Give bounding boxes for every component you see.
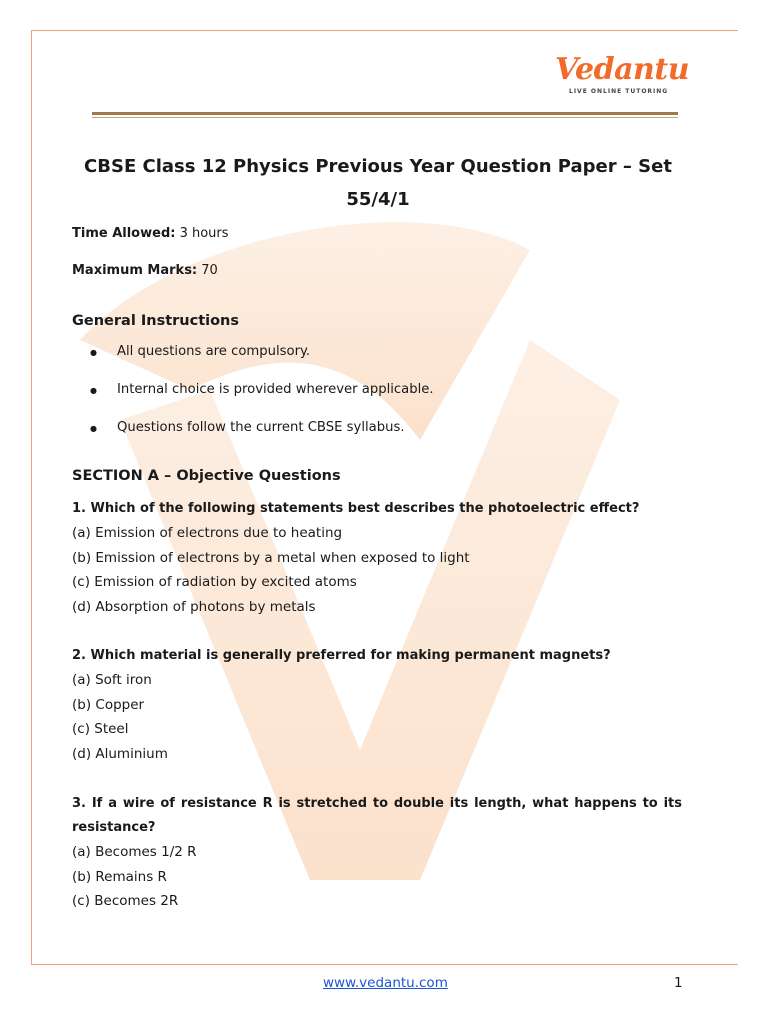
time-value: 3 hours	[175, 226, 229, 241]
option-c: (c) Becomes 2R	[72, 893, 179, 909]
marks-label: Maximum Marks:	[72, 263, 198, 278]
marks-value: 70	[197, 263, 218, 278]
option-c: (c) Steel	[72, 721, 129, 737]
time-label: Time Allowed:	[72, 226, 176, 241]
header-rule	[92, 112, 678, 115]
option-d: (d) Aluminium	[72, 745, 168, 762]
option-b: (b) Copper	[72, 696, 145, 713]
option-a: (a) Emission of electrons due to heating	[72, 525, 343, 541]
section-heading: SECTION A – Objective Questions	[72, 468, 341, 484]
vedantu-website-link[interactable]: www.vedantu.com	[323, 975, 448, 991]
instruction-item: ● Questions follow the current CBSE syllabus.	[90, 420, 434, 458]
option-d: (d) Absorption of photons by metals	[72, 598, 316, 615]
question-2	[72, 644, 682, 766]
header-rule-thin	[92, 117, 678, 118]
maximum-marks	[72, 263, 218, 278]
question-1	[72, 497, 682, 619]
logo-tagline: LIVE ONLINE TUTORING	[569, 88, 669, 95]
general-instructions-heading: General Instructions	[72, 313, 240, 329]
question-text: 3. If a wire of resistance R is stretched to double its length, what happens to its resistance?	[72, 796, 682, 835]
page-number: 1	[674, 975, 683, 991]
logo-wordmark: Vedantu	[555, 52, 690, 87]
option-a: (a) Soft iron	[72, 672, 152, 688]
question-text: 1. Which of the following statements best describes the photoelectric effect?	[72, 501, 640, 516]
question-3	[72, 792, 682, 914]
instruction-item: ● Internal choice is provided wherever applicable.	[90, 382, 434, 420]
instructions-list	[90, 344, 434, 458]
question-text: 2. Which material is generally preferred for making permanent magnets?	[72, 648, 611, 663]
instruction-item: ● All questions are compulsory.	[90, 344, 434, 382]
time-allowed	[72, 226, 229, 241]
option-a: (a) Becomes 1/2 R	[72, 844, 197, 860]
option-c: (c) Emission of radiation by excited atoms	[72, 574, 357, 590]
option-b: (b) Emission of electrons by a metal when exposed to light	[72, 549, 470, 566]
option-b: (b) Remains R	[72, 868, 167, 885]
paper-title: CBSE Class 12 Physics Previous Year Question Paper – Set 55/4/1	[84, 156, 672, 210]
vedantu-logo	[555, 52, 690, 102]
